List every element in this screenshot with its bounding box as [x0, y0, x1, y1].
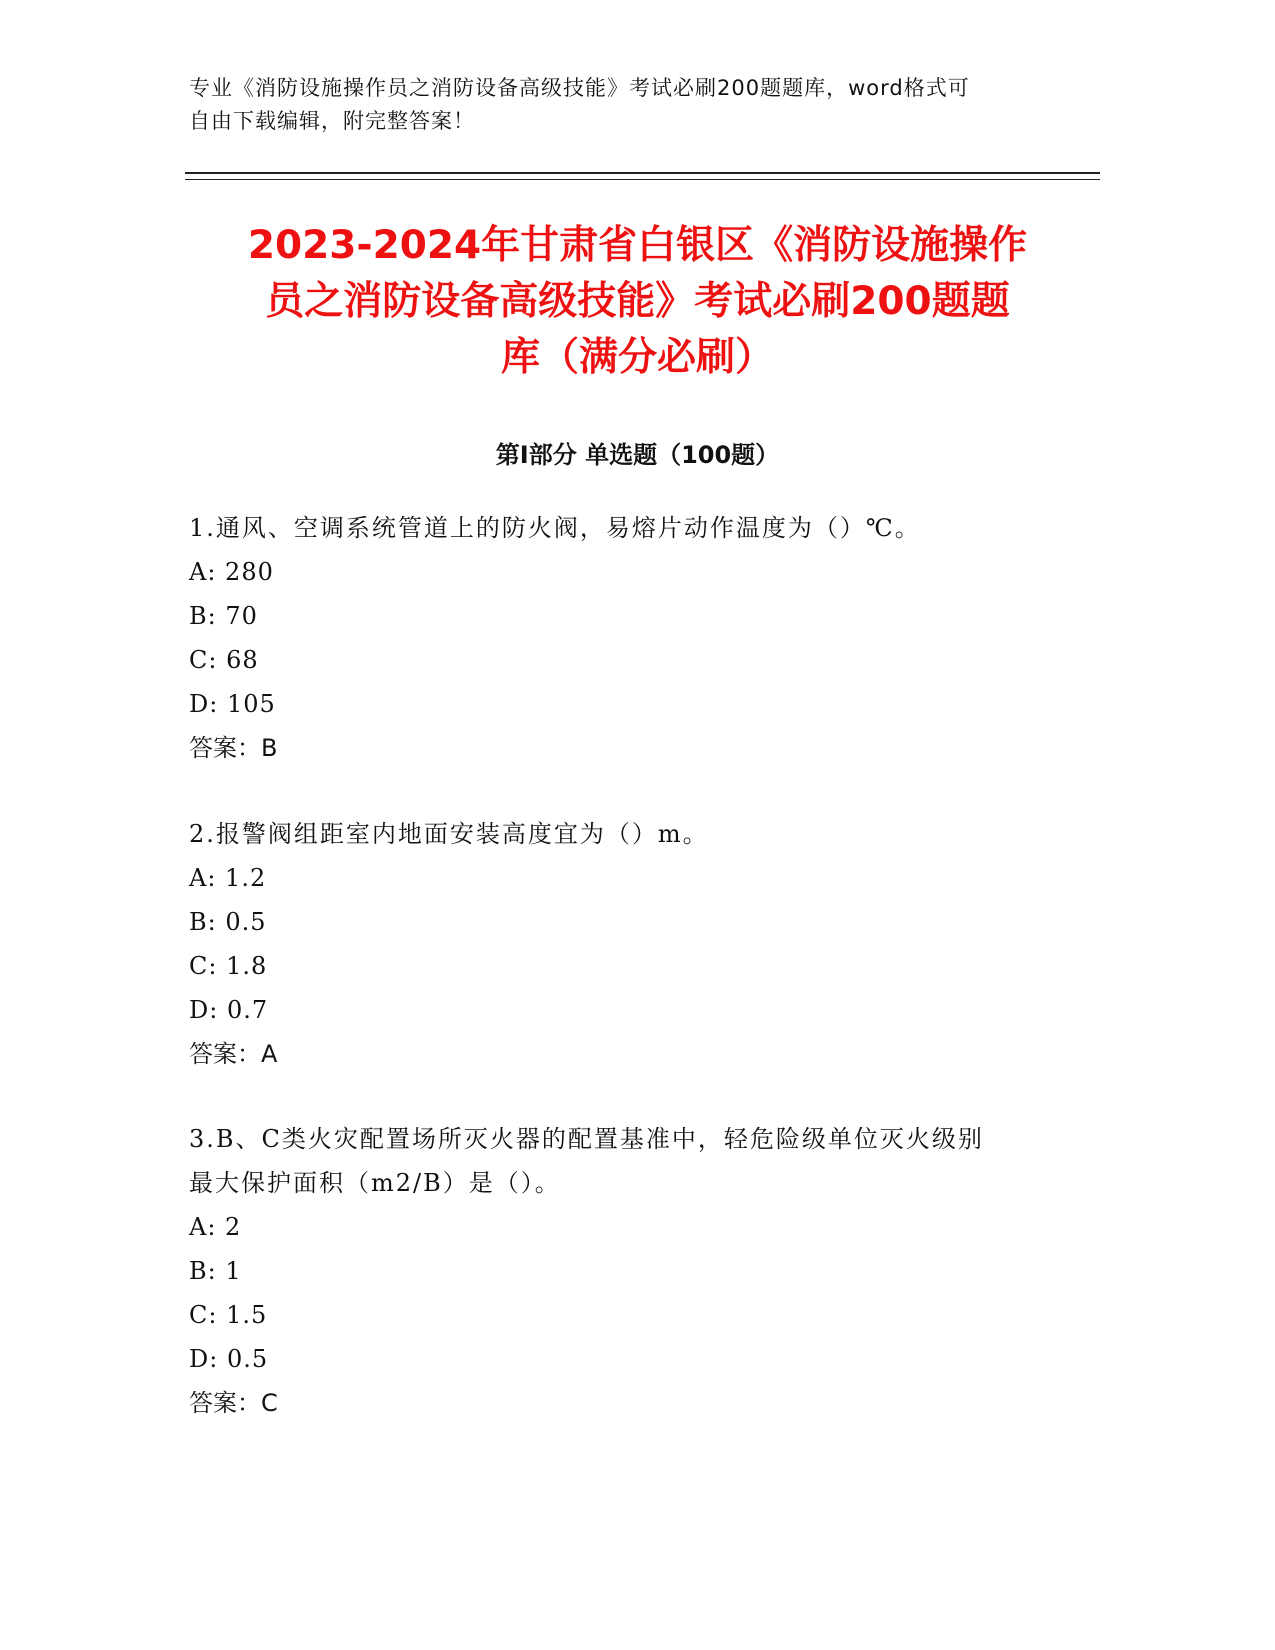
answer: 答案：B	[189, 734, 278, 762]
option-b: B: 0.5	[189, 908, 267, 936]
option-d: D: 0.7	[189, 996, 269, 1024]
header-divider	[185, 172, 1100, 174]
question-2	[189, 812, 1089, 1076]
option-a: A: 1.2	[189, 864, 267, 892]
question-stem: 3.B、C类火灾配置场所灭火器的配置基准中，轻危险级单位灭火级别	[189, 1125, 984, 1153]
document-title	[170, 218, 1105, 386]
option-b: B: 1	[189, 1257, 242, 1285]
question-stem: 2.报警阀组距室内地面安装高度宜为（）m。	[189, 820, 709, 848]
title-line: 2023-2024年甘肃省白银区《消防设施操作	[247, 223, 1028, 268]
option-a: A: 2	[189, 1213, 242, 1241]
title-line: 库（满分必刷）	[500, 335, 774, 380]
section-heading: 第I部分 单选题（100题）	[495, 441, 780, 469]
option-d: D: 105	[189, 690, 276, 718]
header-note-line: 专业《消防设施操作员之消防设备高级技能》考试必刷200题题库，word格式可	[189, 76, 970, 100]
header-note-line: 自由下载编辑，附完整答案！	[189, 109, 475, 133]
option-c: C: 1.5	[189, 1301, 268, 1329]
option-b: B: 70	[189, 602, 258, 630]
option-d: D: 0.5	[189, 1345, 269, 1373]
header-divider	[185, 179, 1100, 180]
title-line: 员之消防设备高级技能》考试必刷200题题	[265, 279, 1010, 324]
header-note	[189, 72, 1069, 138]
option-a: A: 280	[189, 558, 274, 586]
question-1	[189, 506, 1089, 770]
answer: 答案：C	[189, 1389, 278, 1417]
option-c: C: 1.8	[189, 952, 268, 980]
answer: 答案：A	[189, 1040, 278, 1068]
question-stem: 1.通风、空调系统管道上的防火阀，易熔片动作温度为（）℃。	[189, 514, 921, 542]
option-c: C: 68	[189, 646, 259, 674]
question-stem-continued: 最大保护面积（m2/B）是（）。	[189, 1169, 561, 1197]
question-3	[189, 1117, 1089, 1425]
